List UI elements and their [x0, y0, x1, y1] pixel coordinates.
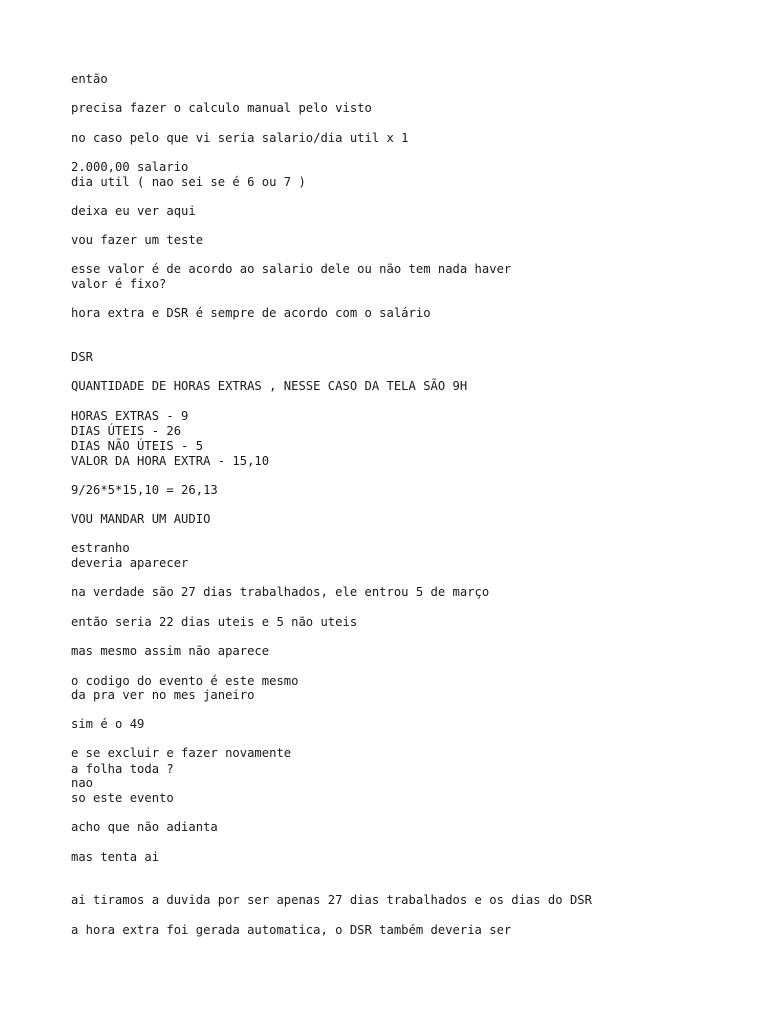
text-line: VALOR DA HORA EXTRA - 15,10 — [71, 454, 270, 468]
text-line: ai tiramos a duvida por ser apenas 27 dias trabalhados e os dias do DSR — [71, 893, 592, 907]
text-line: so este evento — [71, 791, 174, 805]
text-line: valor é fixo? — [71, 277, 167, 291]
text-line: estranho — [71, 541, 130, 555]
text-line: HORAS EXTRAS - 9 — [71, 409, 189, 423]
text-line: e se excluir e fazer novamente — [71, 746, 292, 760]
text-line: DSR — [71, 350, 94, 364]
text-line: acho que não adianta — [71, 820, 218, 834]
text-line: deveria aparecer — [71, 556, 189, 570]
text-line: dia util ( nao sei se é 6 ou 7 ) — [71, 175, 306, 189]
text-line: então seria 22 dias uteis e 5 não uteis — [71, 615, 358, 629]
text-line: VOU MANDAR UM AUDIO — [71, 512, 211, 526]
text-line: vou fazer um teste — [71, 233, 204, 247]
text-line: sim é o 49 — [71, 717, 145, 731]
text-line: mas tenta ai — [71, 850, 160, 864]
text-line: no caso pelo que vi seria salario/dia util x 1 — [71, 131, 409, 145]
text-line: 9/26*5*15,10 = 26,13 — [71, 483, 218, 497]
text-line: a hora extra foi gerada automatica, o DSR também deveria ser — [71, 923, 512, 937]
text-line: da pra ver no mes janeiro — [71, 688, 255, 702]
text-line: mas mesmo assim não aparece — [71, 644, 270, 658]
text-line: hora extra e DSR é sempre de acordo com o salário — [71, 306, 431, 320]
text-line: esse valor é de acordo ao salario dele ou não tem nada haver — [71, 262, 512, 276]
text-line: deixa eu ver aqui — [71, 204, 196, 218]
text-line: na verdade são 27 dias trabalhados, ele entrou 5 de março — [71, 585, 490, 599]
text-line: QUANTIDADE DE HORAS EXTRAS , NESSE CASO DA TELA SÃO 9H — [71, 379, 468, 393]
text-line: precisa fazer o calculo manual pelo visto — [71, 101, 372, 115]
text-line: nao — [71, 776, 94, 790]
text-line: DIAS NÃO ÚTEIS - 5 — [71, 439, 204, 453]
text-line: então — [71, 72, 108, 86]
text-line: DIAS ÚTEIS - 26 — [71, 424, 182, 438]
text-line: o codigo do evento é este mesmo — [71, 674, 299, 688]
text-line: 2.000,00 salario — [71, 160, 189, 174]
text-line: a folha toda ? — [71, 762, 174, 776]
